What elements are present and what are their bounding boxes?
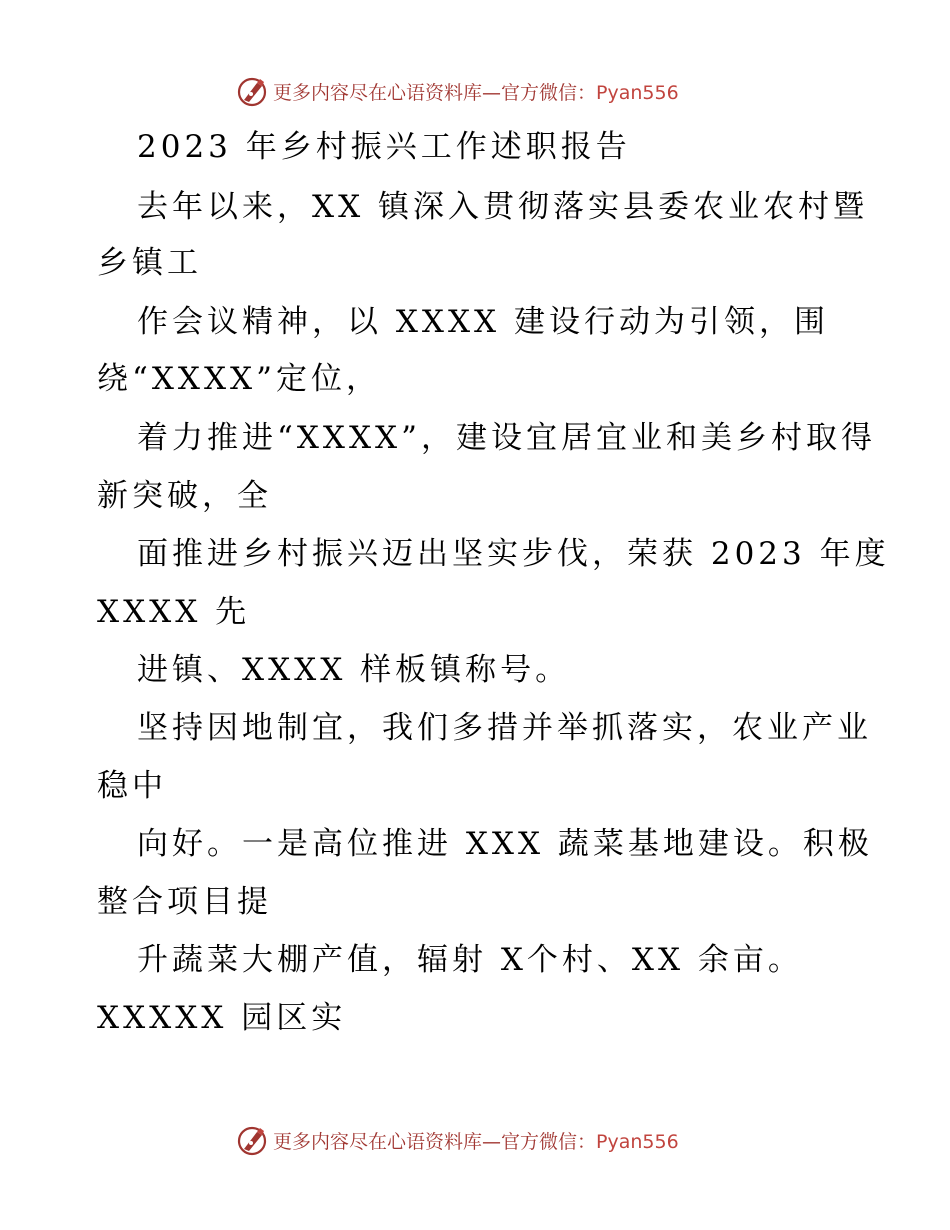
paragraph-line: 乡镇工 — [97, 245, 202, 281]
watermark-dash: — — [482, 1130, 502, 1153]
watermark-brand: 更多内容尽在心语资料库 — [273, 1130, 483, 1153]
paragraph-line: 新突破，全 — [97, 478, 272, 514]
watermark-text — [273, 1127, 679, 1154]
paragraph-line: 去年以来，XX 镇深入贯彻落实县委农业农村暨 — [137, 189, 868, 225]
watermark-contact-label: 官方微信： — [501, 1130, 597, 1153]
watermark-brand: 更多内容尽在心语资料库 — [273, 81, 483, 104]
document-title: 2023 年乡村振兴工作述职报告 — [137, 129, 631, 165]
watermark-text — [273, 78, 679, 105]
watermark-contact-label: 官方微信： — [501, 81, 597, 104]
pen-nib-icon — [235, 74, 269, 108]
header-watermark — [235, 74, 715, 108]
watermark-contact-id: Pyan556 — [596, 81, 679, 104]
paragraph-line: XXXX 先 — [97, 594, 251, 630]
watermark-dash: — — [482, 81, 502, 104]
pen-nib-icon — [235, 1123, 269, 1157]
paragraph-line: 作会议精神，以 XXXX 建设行动为引领，围 — [137, 304, 829, 340]
paragraph-line: 坚持因地制宜，我们多措并举抓落实，农业产业 — [137, 710, 872, 746]
paragraph-line: 升蔬菜大棚产值，辐射 X个村、XX 余亩。 — [137, 942, 803, 978]
paragraph-line: 绕“XXXX”定位， — [97, 361, 381, 397]
watermark-contact-id: Pyan556 — [596, 1130, 679, 1153]
footer-watermark — [235, 1123, 715, 1157]
paragraph-line: 着力推进“XXXX”，建设宜居宜业和美乡村取得 — [137, 420, 876, 456]
paragraph-line: 整合项目提 — [97, 884, 272, 920]
paragraph-line: XXXXX 园区实 — [97, 1000, 347, 1036]
paragraph-line: 稳中 — [97, 768, 167, 804]
paragraph-line: 面推进乡村振兴迈出坚实步伐，荣获 2023 年度 — [137, 536, 890, 572]
paragraph-line: 向好。一是高位推进 XXX 蔬菜基地建设。积极 — [137, 826, 873, 862]
paragraph-line: 进镇、XXXX 样板镇称号。 — [137, 652, 571, 688]
